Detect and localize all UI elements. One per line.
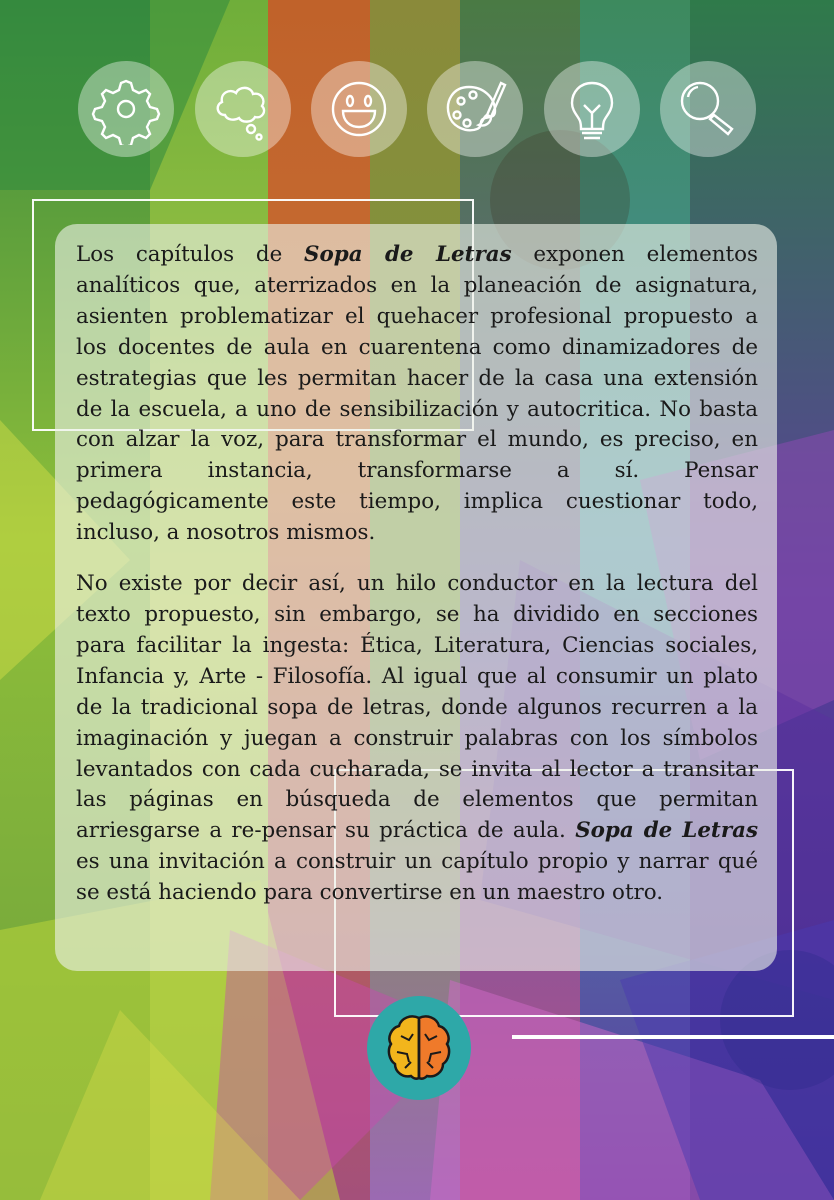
- paragraph-2: No existe por decir así, un hilo conductor en la lectura del texto propuesto, sin embargo, se ha dividido en secciones para facilitar la ingesta: Ética, Literatura, Ciencias sociales, Infancia y, Arte - Filosofía. Al igual que al consumir un plato de la tradicional sopa de letras, donde algunos recurren a la imaginación y juegan a construir palabras con los símbolos levantados con cada cucharada, se invita al lector a transitar las páginas en búsqueda de elementos que permitan arriesgarse a re-pensar su práctica de aula. Sopa de Letras es una invitación a construir un capítulo propio y narrar qué se está haciendo para convertirse en un maestro otro.: [76, 571, 758, 906]
- body-text: [76, 240, 758, 929]
- smiley-face-icon: [311, 61, 407, 157]
- palette-icon: [427, 61, 523, 157]
- book-title: Sopa de Letras: [575, 818, 758, 844]
- thought-bubble-icon: [195, 61, 291, 157]
- lightbulb-icon: [544, 61, 640, 157]
- gear-icon: [78, 61, 174, 157]
- icon-row: [78, 61, 758, 157]
- magnifier-icon: [660, 61, 756, 157]
- book-title: Sopa de Letras: [304, 242, 512, 267]
- divider-line: [512, 1035, 834, 1039]
- brain-logo: [367, 996, 471, 1100]
- paragraph-1: Los capítulos de Sopa de Letras exponen elementos analíticos que, aterrizados en la planeación de asignatura, asienten problematizar el quehacer profesional propuesto a los docentes de aula en cuarentena como dinamizadores de estrategias que les permitan hacer de la casa una extensión de la escuela, a uno de sensibilización y autocritica. No basta con alzar la voz, para transformar el mundo, es preciso, en primera instancia, transformarse a sí. Pensar pedagógicamente este tiempo, implica cuestionar todo, incluso, a nosotros mismos.: [76, 242, 759, 546]
